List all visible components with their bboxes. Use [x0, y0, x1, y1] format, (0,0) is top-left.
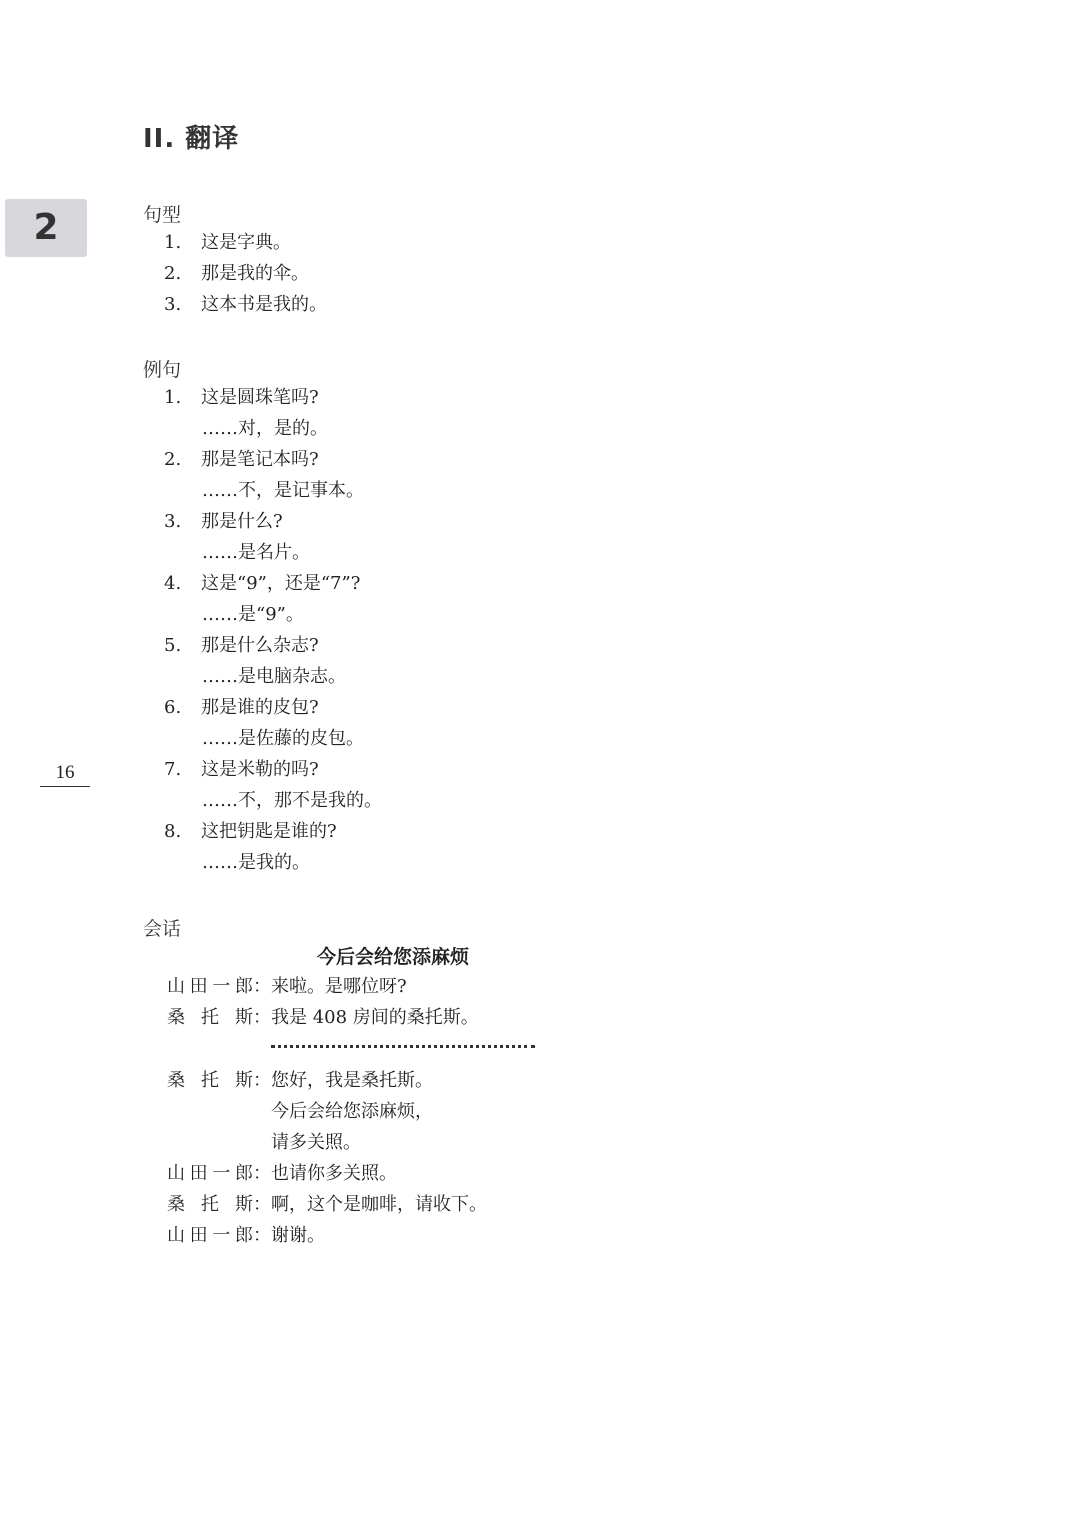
question-text: 那是笔记本吗?	[201, 449, 319, 470]
item-number: 1.	[164, 232, 182, 253]
item-number: 8.	[164, 821, 182, 842]
item-number: 7.	[164, 759, 182, 780]
question-text: 那是谁的皮包?	[201, 697, 319, 718]
speaker-colon: ：	[253, 1163, 271, 1184]
question-text: 这是圆珠笔吗?	[201, 387, 319, 408]
item-number: 3.	[164, 294, 182, 315]
speaker-name: 桑托斯	[167, 1007, 253, 1028]
pattern-item	[164, 289, 327, 320]
question-text: 这把钥匙是谁的?	[201, 821, 337, 842]
example-question	[164, 816, 337, 847]
section-heading: II. 翻译	[143, 124, 240, 154]
dialog-line	[167, 1220, 325, 1251]
speaker-colon: ：	[253, 1194, 271, 1215]
conversation-title: 今后会给您添麻烦	[317, 946, 470, 968]
example-answer: ……是佐藤的皮包。	[202, 728, 364, 749]
pattern-item	[164, 258, 309, 289]
item-text: 那是我的伞。	[201, 263, 309, 284]
dialog-line	[167, 1065, 433, 1096]
dialog-text: 也请你多关照。	[271, 1163, 397, 1184]
speaker-name: 桑托斯	[167, 1194, 253, 1215]
example-question	[164, 568, 360, 599]
page-number: 16	[40, 762, 90, 787]
dialog-line	[167, 1189, 487, 1220]
example-answer: ……对，是的。	[202, 418, 328, 439]
question-text: 这是米勒的吗?	[201, 759, 319, 780]
example-answer: ……是我的。	[202, 852, 310, 873]
dialog-text: 来啦。是哪位呀?	[271, 976, 407, 997]
example-answer: ……是“9”。	[202, 604, 304, 625]
pattern-item	[164, 227, 291, 258]
speaker-colon: ：	[253, 1225, 271, 1246]
item-number: 2.	[164, 449, 182, 470]
example-answer: ……是名片。	[202, 542, 310, 563]
dialog-text: 啊，这个是咖啡，请收下。	[271, 1194, 487, 1215]
example-question	[164, 444, 319, 475]
examples-label: 例句	[143, 359, 182, 381]
dialog-line	[167, 1002, 479, 1033]
dialog-text: 您好，我是桑托斯。	[271, 1070, 433, 1091]
item-number: 5.	[164, 635, 182, 656]
item-number: 1.	[164, 387, 182, 408]
dialog-continuation: 请多关照。	[271, 1132, 361, 1153]
dialog-line	[167, 1158, 397, 1189]
question-text: 那是什么?	[201, 511, 283, 532]
example-question	[164, 506, 283, 537]
question-text: 这是“9”，还是“7”?	[201, 573, 361, 594]
example-answer: ……是电脑杂志。	[202, 666, 346, 687]
item-number: 2.	[164, 263, 182, 284]
dialog-text: 谢谢。	[271, 1225, 325, 1246]
speaker-colon: ：	[253, 1070, 271, 1091]
speaker-colon: ：	[253, 976, 271, 997]
sentence-patterns-label: 句型	[143, 204, 182, 226]
dialog-continuation: 今后会给您添麻烦，	[271, 1101, 433, 1122]
speaker-name: 山田一郎	[167, 1225, 253, 1246]
question-text: 那是什么杂志?	[201, 635, 319, 656]
speaker-name: 山田一郎	[167, 976, 253, 997]
conversation-label: 会话	[143, 918, 182, 940]
speaker-name: 山田一郎	[167, 1163, 253, 1184]
dotted-separator	[271, 1045, 535, 1048]
example-question	[164, 692, 319, 723]
item-text: 这本书是我的。	[201, 294, 327, 315]
chapter-tab: 2	[5, 199, 87, 257]
item-number: 3.	[164, 511, 182, 532]
example-question	[164, 630, 319, 661]
example-answer: ……不，那不是我的。	[202, 790, 382, 811]
example-answer: ……不，是记事本。	[202, 480, 364, 501]
speaker-name: 桑托斯	[167, 1070, 253, 1091]
item-text: 这是字典。	[201, 232, 291, 253]
example-question	[164, 754, 319, 785]
example-question	[164, 382, 319, 413]
item-number: 4.	[164, 573, 182, 594]
speaker-colon: ：	[253, 1007, 271, 1028]
dialog-line	[167, 971, 407, 1002]
item-number: 6.	[164, 697, 182, 718]
dialog-text: 我是 408 房间的桑托斯。	[271, 1007, 479, 1028]
